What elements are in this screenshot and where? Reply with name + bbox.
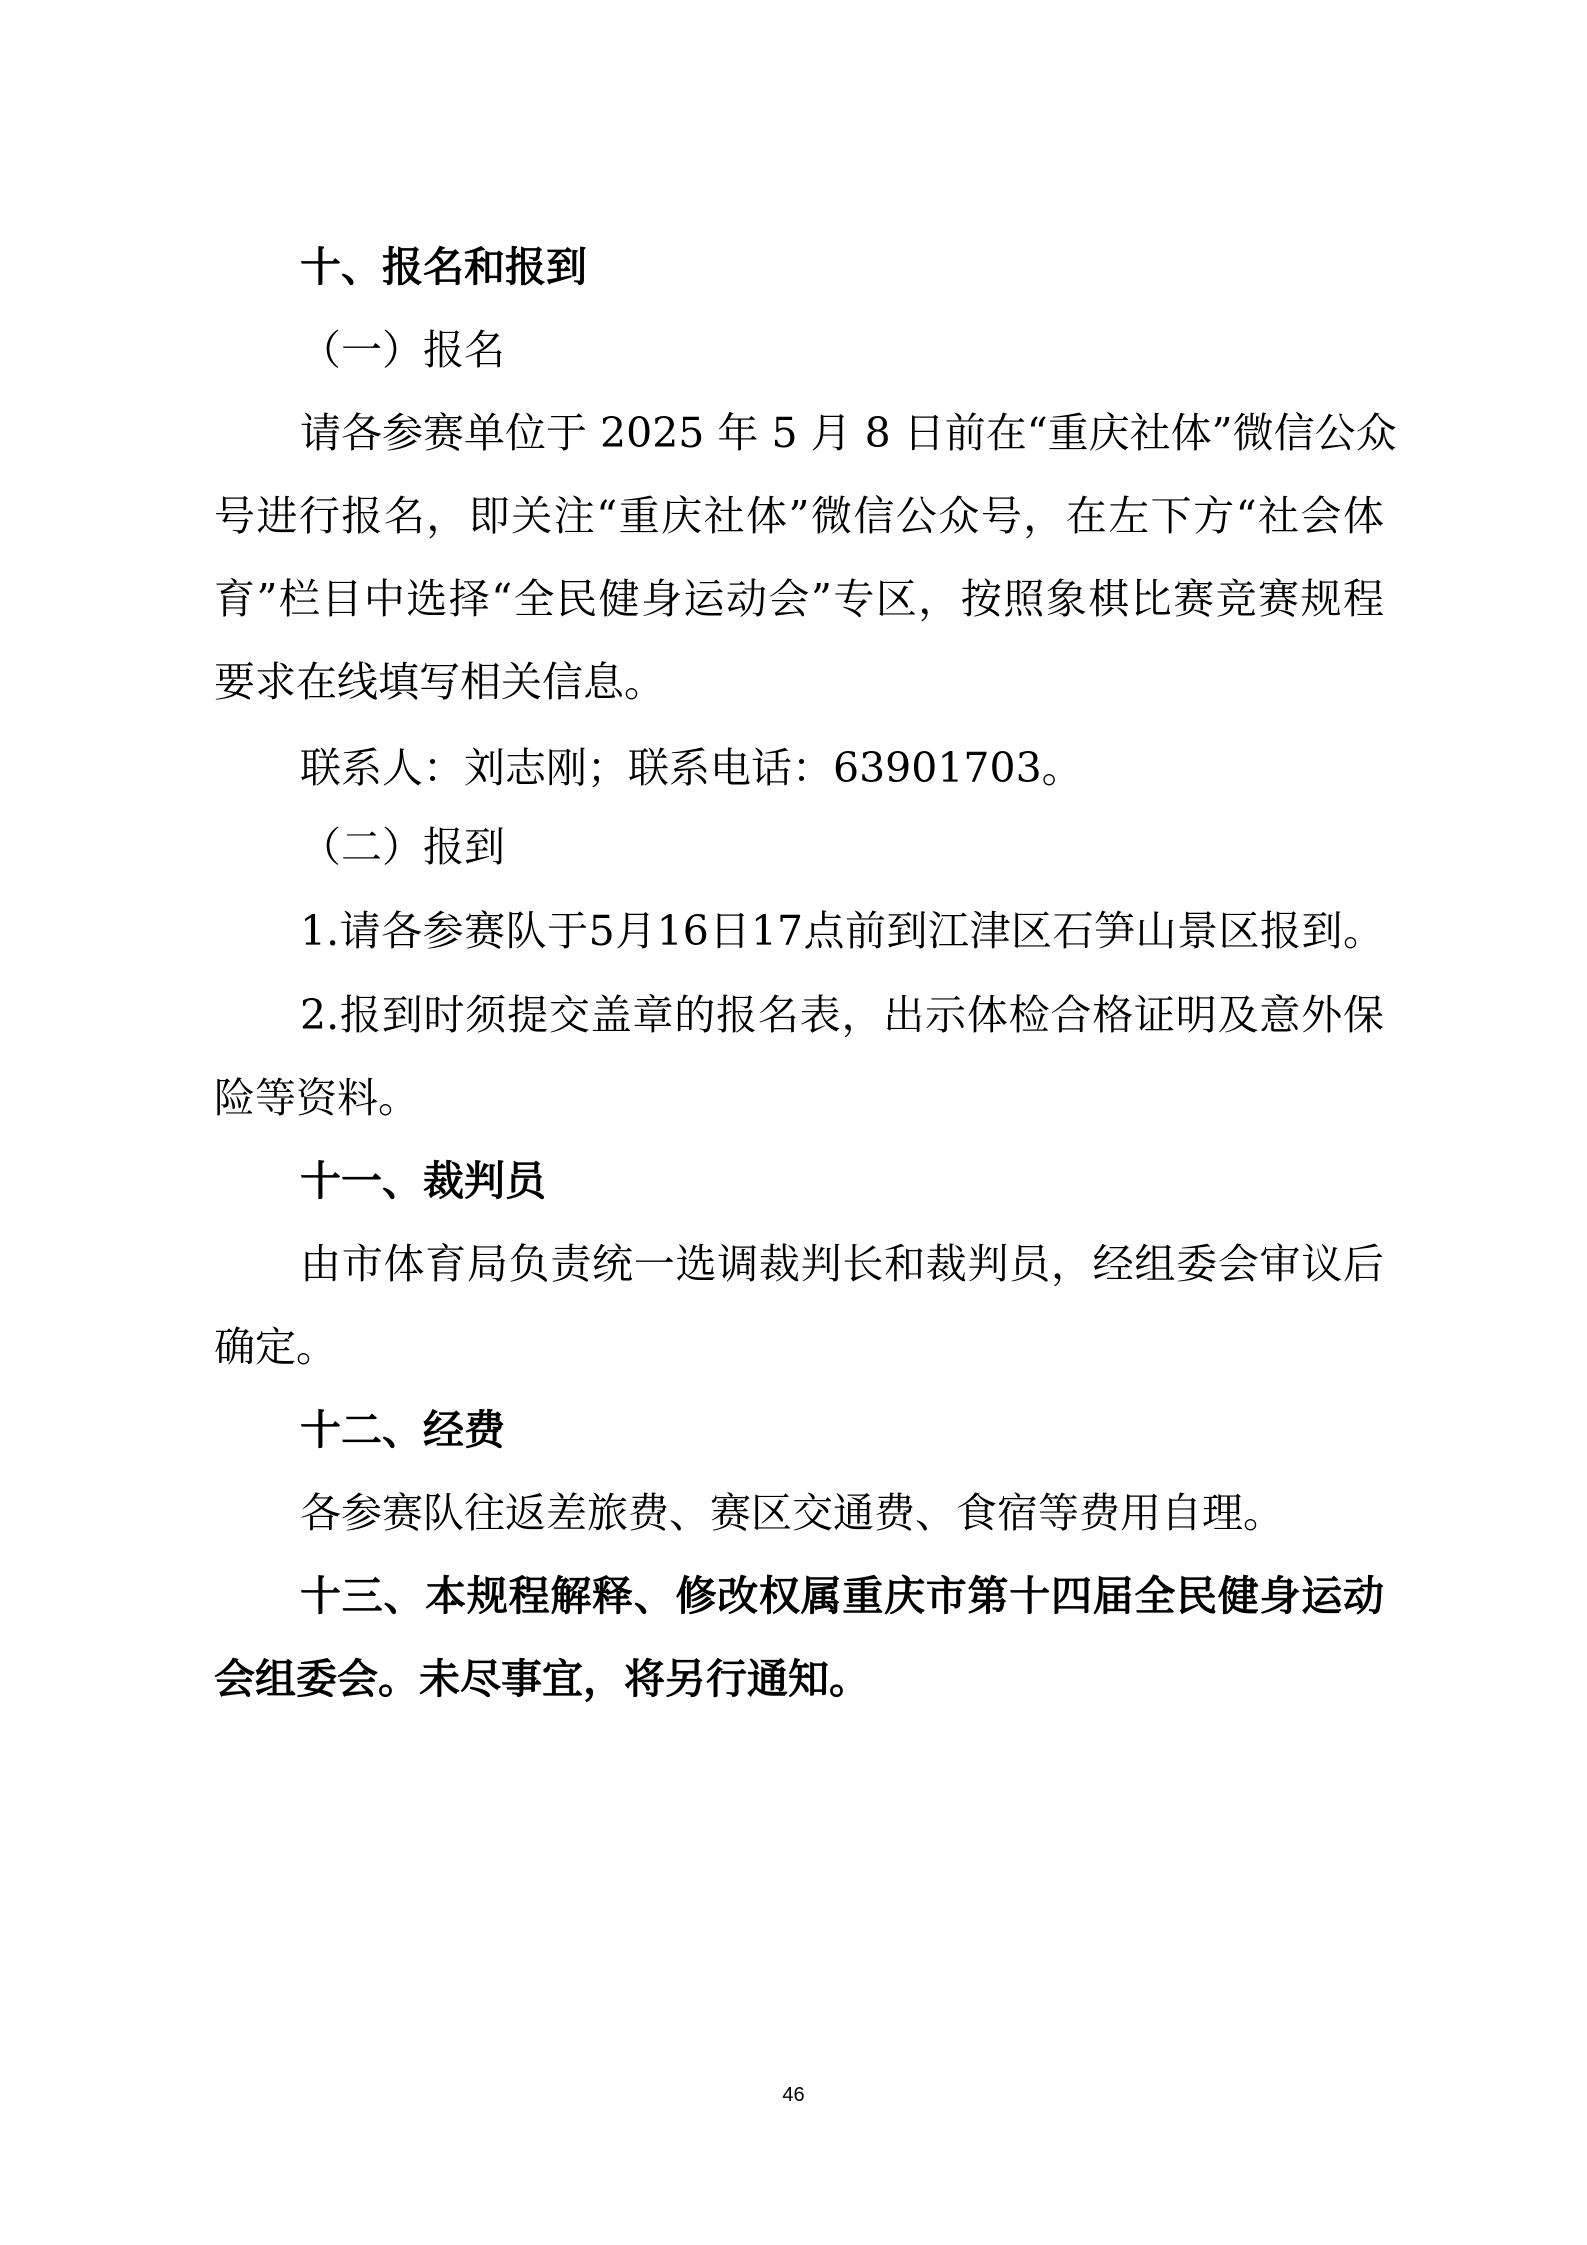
- paragraph-line: 确定。: [214, 1323, 337, 1371]
- paragraph-line: 号进行报名，即关注“重庆社体”微信公众号，在左下方“社会体: [214, 492, 1384, 540]
- subheading-check-in: （二）报到: [300, 823, 505, 871]
- paragraph-line: 1.请各参赛队于5月16日17点前到江津区石笋山景区报到。: [300, 907, 1384, 955]
- section-heading-expenses: 十二、经费: [300, 1406, 505, 1454]
- section-heading-referees: 十一、裁判员: [300, 1157, 546, 1205]
- paragraph-line: 由市体育局负责统一选调裁判长和裁判员，经组委会审议后: [300, 1240, 1384, 1288]
- paragraph-line: 请各参赛单位于 2025 年 5 月 8 日前在“重庆社体”微信公众: [300, 409, 1397, 457]
- section-heading-interpretation: 十三、本规程解释、修改权属重庆市第十四届全民健身运动: [300, 1572, 1384, 1620]
- paragraph-line: 各参赛队往返差旅费、赛区交通费、食宿等费用自理。: [300, 1489, 1284, 1537]
- section-heading-registration: 十、报名和报到: [300, 243, 587, 291]
- paragraph-line: 2.报到时须提交盖章的报名表，出示体检合格证明及意外保: [300, 991, 1384, 1039]
- paragraph-line: 要求在线填写相关信息。: [214, 658, 665, 706]
- page-number: 46: [782, 2084, 805, 2106]
- contact-line: 联系人：刘志刚；联系电话：63901703。: [300, 744, 1083, 792]
- section-heading-interpretation-cont: 会组委会。未尽事宜，将另行通知。: [214, 1655, 870, 1703]
- subheading-registration: （一）报名: [300, 326, 505, 374]
- paragraph-line: 险等资料。: [214, 1074, 419, 1122]
- paragraph-line: 育”栏目中选择“全民健身运动会”专区，按照象棋比赛竞赛规程: [214, 575, 1384, 623]
